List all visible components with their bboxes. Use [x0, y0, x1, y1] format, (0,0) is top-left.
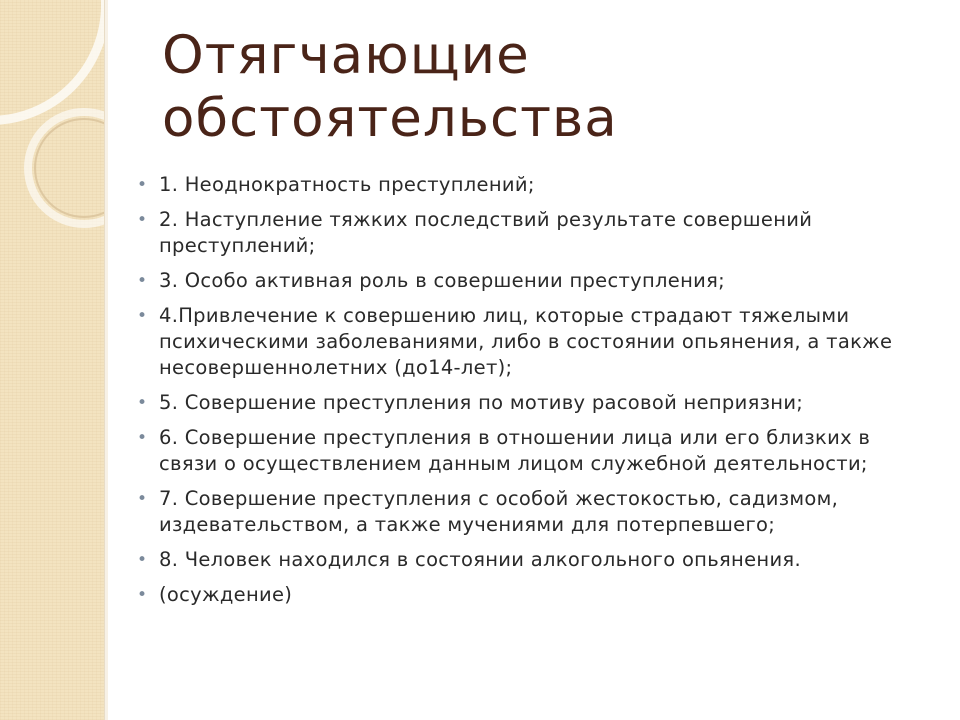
bullet-dot-icon: • [137, 428, 148, 448]
list-item [134, 582, 934, 608]
list-item [134, 425, 934, 477]
panel-divider [104, 0, 108, 720]
decorative-ring-icon [0, 0, 104, 125]
list-item-text: 8. Человек находился в состоянии алкогольного опьянения. [159, 548, 801, 571]
list-item-text: 5. Совершение преступления по мотиву расовой неприязни; [159, 391, 804, 414]
bullet-dot-icon: • [137, 550, 148, 570]
bullet-dot-icon: • [137, 489, 148, 509]
bullet-dot-icon: • [137, 306, 148, 326]
list-item [134, 547, 934, 573]
bullet-dot-icon: • [137, 175, 148, 195]
bullet-dot-icon: • [137, 210, 148, 230]
list-item-text: 4.Привлечение к совершению лиц, которые страдают тяжелыми психическими заболеваниями, либо в состоянии опьянения, а также несовершеннолетних (до14-лет); [159, 304, 893, 379]
bullet-list [134, 172, 934, 617]
list-item [134, 486, 934, 538]
list-item [134, 303, 934, 381]
list-item [134, 207, 934, 259]
decorative-side-panel [0, 0, 104, 720]
list-item [134, 268, 934, 294]
bullet-dot-icon: • [137, 271, 148, 291]
slide-title: Отягчающие обстоятельства [162, 25, 618, 149]
list-item [134, 172, 934, 198]
list-item-text: 7. Совершение преступления с особой жестокостью, садизмом, издевательством, а также мучениями для потерпевшего; [159, 487, 839, 536]
list-item-text: 3. Особо активная роль в совершении преступления; [159, 269, 726, 292]
list-item-text: (осуждение) [159, 583, 293, 606]
bullet-dot-icon: • [137, 393, 148, 413]
list-item-text: 6. Совершение преступления в отношении лица или его близких в связи о осуществлением данным лицом служебной деятельности; [159, 426, 871, 475]
list-item-text: 1. Неоднократность преступлений; [159, 173, 535, 196]
bullet-dot-icon: • [137, 585, 148, 605]
list-item-text: 2. Наступление тяжких последствий результате совершений преступлений; [159, 208, 813, 257]
list-item [134, 390, 934, 416]
